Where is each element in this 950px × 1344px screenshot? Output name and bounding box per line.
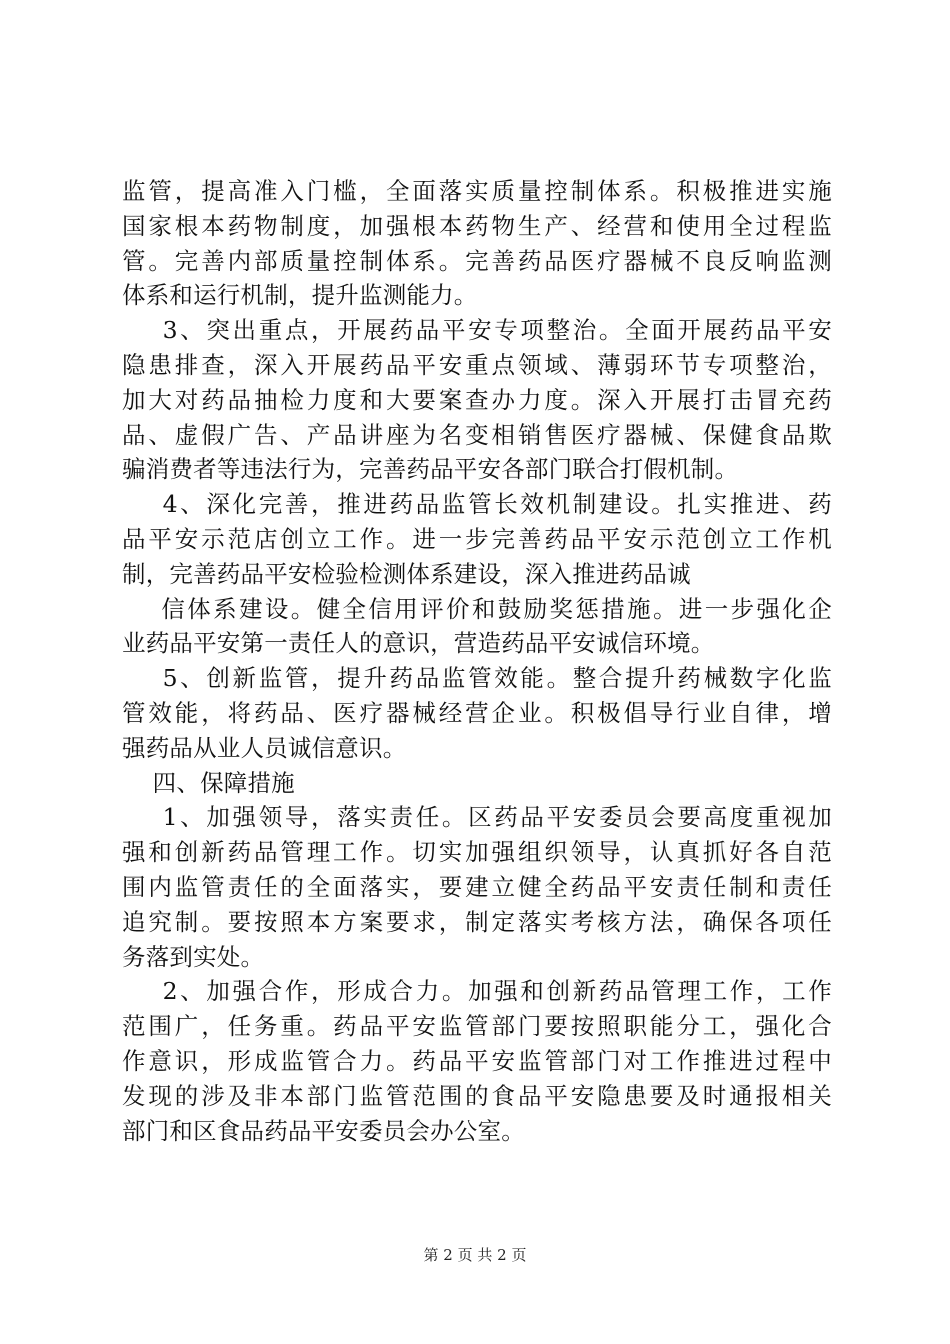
text-line: 4、深化完善，推进药品监管长效机制建设。扎实推进、药 bbox=[122, 490, 832, 519]
text-line: 2、加强合作，形成合力。加强和创新药品管理工作，工作 bbox=[122, 977, 832, 1006]
text-line: 管效能，将药品、医疗器械经营企业。积极倡导行业自律，增 bbox=[122, 698, 832, 727]
text-line: 1、加强领导，落实责任。区药品平安委员会要高度重视加 bbox=[122, 803, 832, 832]
text-line: 品、虚假广告、产品讲座为名变相销售医疗器械、保健食品欺 bbox=[122, 420, 832, 449]
text-line: 管。完善内部质量控制体系。完善药品医疗器械不良反响监测 bbox=[122, 246, 832, 275]
text-line: 强药品从业人员诚信意识。 bbox=[122, 733, 407, 762]
text-line: 四、保障措施 bbox=[122, 768, 295, 797]
text-line: 监管，提高准入门槛，全面落实质量控制体系。积极推进实施 bbox=[122, 177, 832, 205]
text-line: 体系和运行机制，提升监测能力。 bbox=[122, 281, 478, 310]
text-line: 围内监管责任的全面落实，要建立健全药品平安责任制和责任 bbox=[122, 872, 832, 901]
text-line: 业药品平安第一责任人的意识，营造药品平安诚信环境。 bbox=[122, 629, 715, 658]
text-line: 信体系建设。健全信用评价和鼓励奖惩措施。进一步强化企 bbox=[122, 594, 832, 623]
text-line: 国家根本药物制度，加强根本药物生产、经营和使用全过程监 bbox=[122, 211, 832, 240]
text-line: 作意识，形成监管合力。药品平安监管部门对工作推进过程中 bbox=[122, 1046, 832, 1075]
text-line: 隐患排查，深入开展药品平安重点领域、薄弱环节专项整治， bbox=[122, 350, 832, 379]
text-line: 发现的涉及非本部门监管范围的食品平安隐患要及时通报相关 bbox=[122, 1081, 832, 1110]
page-footer: 第 2 页 共 2 页 bbox=[423, 1246, 527, 1264]
text-line: 范围广，任务重。药品平安监管部门要按照职能分工，强化合 bbox=[122, 1012, 832, 1041]
text-line: 3、突出重点，开展药品平安专项整治。全面开展药品平安 bbox=[122, 316, 832, 345]
text-line: 加大对药品抽检力度和大要案查办力度。深入开展打击冒充药 bbox=[122, 385, 832, 414]
text-line: 制，完善药品平安检验检测体系建设，深入推进药品诚 bbox=[122, 559, 691, 588]
text-line: 5、创新监管，提升药品监管效能。整合提升药械数字化监 bbox=[122, 664, 832, 693]
text-line: 品平安示范店创立工作。进一步完善药品平安示范创立工作机 bbox=[122, 524, 832, 553]
text-line: 强和创新药品管理工作。切实加强组织领导，认真抓好各自范 bbox=[122, 838, 832, 867]
text-line: 务落到实处。 bbox=[122, 942, 265, 971]
text-line: 追究制。要按照本方案要求，制定落实考核方法，确保各项任 bbox=[122, 907, 832, 936]
text-line: 部门和区食品药品平安委员会办公室。 bbox=[122, 1116, 525, 1145]
document-body bbox=[122, 174, 832, 1148]
text-line: 骗消费者等违法行为，完善药品平安各部门联合打假机制。 bbox=[122, 455, 739, 484]
